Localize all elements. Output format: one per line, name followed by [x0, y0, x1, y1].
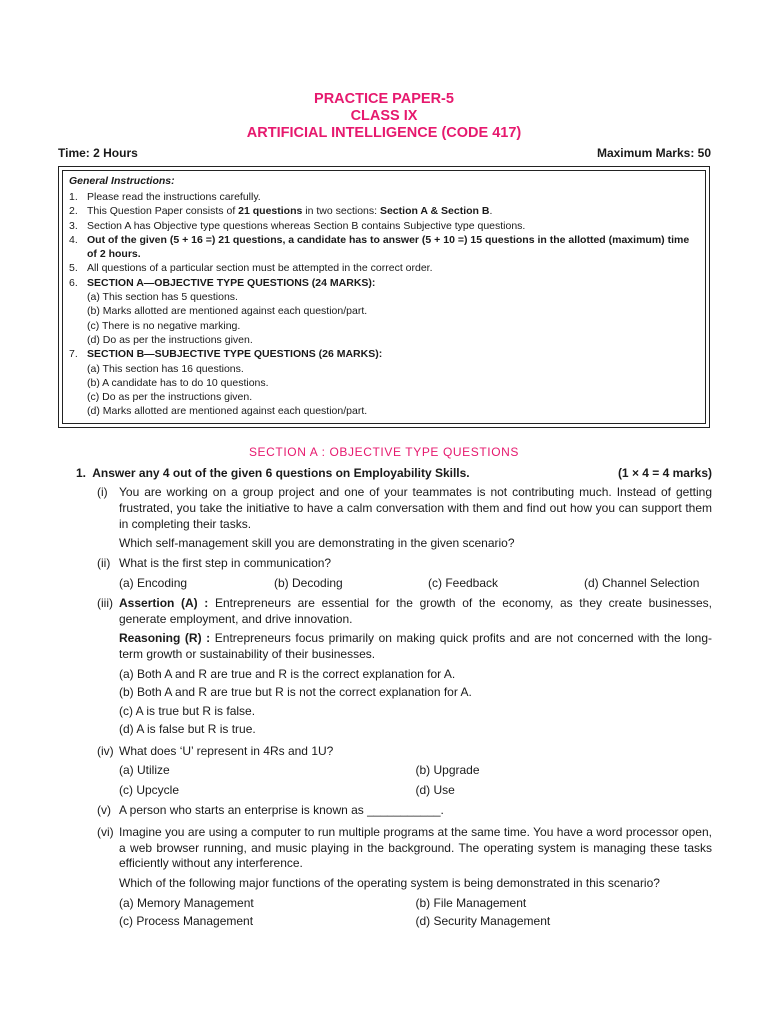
instruction-number: 6. [69, 276, 78, 289]
part-iii-reason [119, 631, 712, 663]
instructions-box [58, 166, 710, 428]
instruction-item [69, 204, 699, 218]
instruction-text: Out of the given (5 + 16 =) 21 questions, a candidate has to answer (5 + 10 =) 15 questions in the allotted (maximum) time of 2 hours. [87, 233, 690, 261]
section-b-sub-item: (d) Marks allotted are mentioned against each question/part. [87, 405, 368, 418]
part-i [90, 485, 712, 532]
instruction-text [87, 204, 699, 218]
part-iii-assertion [119, 596, 712, 628]
option: (b) File Management [415, 896, 527, 911]
title-line-1: PRACTICE PAPER-5 [314, 91, 454, 107]
section-a-sub-item: (d) Do as per the instructions given. [87, 333, 253, 346]
instruction-text: Please read the instructions carefully. [87, 191, 261, 203]
option: (a) Both A and R are true and R is the correct explanation for A. [119, 666, 456, 681]
part-i-scenario: You are working on a group project and one of your teammates is not contributing much. Instead of getting frustrated, you take the initiative to have a calm conversation with them and find out how you can support them in completing their tasks. [119, 485, 712, 531]
part-number-text: (iv) [97, 743, 114, 758]
section-b-sub-item: (b) A candidate has to do 10 questions. [87, 376, 269, 389]
part-number-text: (i) [97, 485, 108, 499]
instruction-item [69, 261, 699, 275]
part-iv-options-row-2 [90, 783, 712, 799]
option: (b) Decoding [274, 575, 343, 590]
part-vi-options-row-2 [90, 914, 712, 930]
instruction-number: 3. [69, 219, 78, 232]
option: (a) Utilize [119, 763, 170, 778]
assertion-label: Assertion (A) : [119, 595, 209, 610]
option: (d) Channel Selection [584, 575, 700, 590]
instruction-item [69, 219, 699, 233]
part-iii [90, 596, 712, 628]
title-line-3: ARTIFICIAL INTELLIGENCE (CODE 417) [246, 125, 522, 141]
instruction-number: 2. [69, 205, 78, 218]
part-v [90, 803, 712, 819]
text-run-bold: 21 questions [238, 205, 303, 218]
question-1-parts [90, 485, 712, 930]
option: (d) Use [415, 783, 455, 798]
part-number-text: (v) [97, 803, 111, 818]
text-run: . [489, 205, 493, 218]
text-run: in two sections: [302, 205, 380, 218]
part-vi-question: Which of the following major functions of the operating system is being demonstrated in this scenario? [119, 876, 660, 891]
part-i-question: Which self-management skill you are demonstrating in the given scenario? [119, 536, 515, 551]
question-1-text: 1. Answer any 4 out of the given 6 questions on Employability Skills. [76, 466, 470, 480]
part-number [90, 596, 119, 628]
part-number [90, 825, 119, 872]
question-1-marks: (1 × 4 = 4 marks) [617, 466, 712, 480]
instruction-item [69, 276, 699, 290]
part-number-text: (vi) [97, 824, 114, 839]
option: (b) Upgrade [415, 763, 480, 778]
part-ii-question: What is the first step in communication? [119, 556, 332, 571]
instruction-text: All questions of a particular section must be attempted in the correct order. [87, 262, 433, 275]
option: (b) Both A and R are true but R is not the correct explanation for A. [119, 685, 472, 700]
instruction-number: 1. [69, 191, 78, 203]
time-label: Time: 2 Hours [58, 146, 138, 160]
section-a-sub-item: (c) There is no negative marking. [87, 319, 241, 332]
instruction-number: 5. [69, 262, 78, 275]
part-iii-reason-row [90, 631, 712, 663]
part-iv [90, 744, 712, 760]
section-a-sub-item: (a) This section has 5 questions. [87, 291, 238, 304]
option: (c) A is true but R is false. [119, 703, 256, 718]
assertion-text: Entrepreneurs are essential for the growth of the economy, as they create businesses, generate employment, and drive innovation. [119, 595, 712, 626]
part-vi [90, 825, 712, 872]
instruction-number: 7. [69, 348, 78, 361]
part-number-text: (iii) [97, 595, 113, 610]
instruction-item [69, 347, 699, 361]
part-iv-options-row-1 [90, 763, 712, 779]
part-vi-options-row-1 [90, 896, 712, 912]
option: (c) Process Management [119, 913, 254, 928]
option: (c) Upcycle [119, 783, 180, 798]
part-vi-question-row [90, 876, 712, 892]
section-a-heading: SECTION A : OBJECTIVE TYPE QUESTIONS [248, 445, 520, 459]
reason-label: Reasoning (R) : [119, 631, 211, 646]
part-v-question: A person who starts an enterprise is known as ___________. [119, 803, 444, 818]
reason-text: Entrepreneurs focus primarily on making quick profits and are not concerned with the long-term growth or sustainability of their businesses. [119, 631, 713, 662]
part-number-text: (ii) [97, 556, 111, 571]
option: (a) Encoding [119, 575, 188, 590]
instruction-number: 4. [69, 233, 78, 246]
part-number [90, 803, 119, 819]
option: (d) Security Management [415, 913, 551, 928]
instruction-text: SECTION A—OBJECTIVE TYPE QUESTIONS (24 MARKS): [87, 276, 376, 289]
paper-title [0, 91, 768, 142]
option: (d) A is false but R is true. [119, 721, 256, 736]
option: (c) Feedback [428, 575, 499, 590]
part-iii-options [90, 667, 712, 738]
instruction-text: Section A has Objective type questions whereas Section B contains Subjective type questions. [87, 219, 526, 232]
part-number [90, 485, 119, 532]
instruction-text: SECTION B—SUBJECTIVE TYPE QUESTIONS (26 MARKS): [87, 348, 383, 361]
part-ii [90, 556, 712, 572]
part-number [90, 556, 119, 572]
instructions-list [69, 190, 699, 419]
title-line-2: CLASS IX [350, 108, 418, 124]
part-ii-options [90, 576, 712, 592]
section-b-sub-item: (a) This section has 16 questions. [87, 362, 244, 375]
instruction-item [69, 233, 699, 262]
section-b-sub-item: (c) Do as per the instructions given. [87, 391, 253, 404]
instructions-inner-frame [62, 170, 706, 424]
part-iv-question: What does ‘U’ represent in 4Rs and 1U? [119, 743, 334, 758]
section-a-sub-item: (b) Marks allotted are mentioned against each question/part. [87, 305, 368, 318]
text-run-bold: Section A & Section B [379, 205, 490, 218]
text-run: This Question Paper consists of [87, 205, 239, 218]
part-vi-scenario: Imagine you are using a computer to run multiple programs at the same time. You have a word processor open, a web browser running, and music playing in the background. The operating system is managing these tasks efficiently without any interference. [119, 824, 712, 871]
question-1 [76, 466, 712, 480]
option: (a) Memory Management [119, 896, 254, 911]
instruction-item [69, 190, 699, 204]
part-i-question-row [90, 536, 712, 552]
instructions-heading: General Instructions: [69, 175, 175, 187]
max-marks-label: Maximum Marks: 50 [596, 146, 711, 160]
part-number [90, 744, 119, 760]
